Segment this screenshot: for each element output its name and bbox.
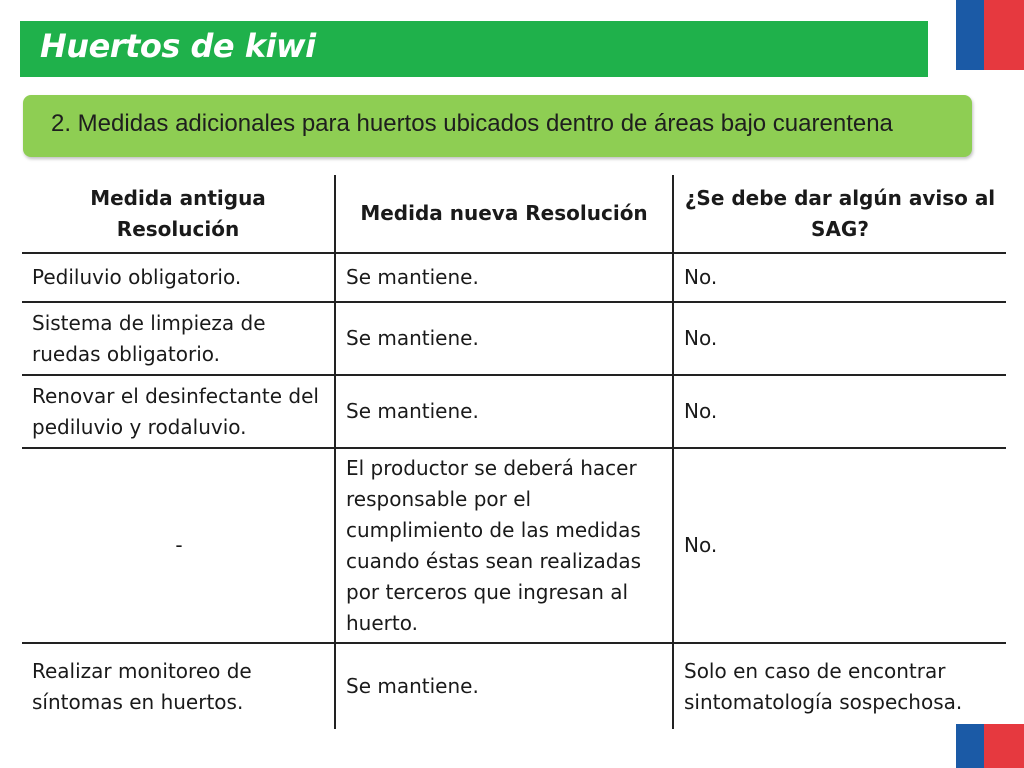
- cell-old-measure: -: [22, 448, 335, 643]
- table-row: [22, 448, 1006, 643]
- table-header-row: [22, 175, 1006, 253]
- flag-red-stripe: [984, 724, 1024, 768]
- cell-sag-notice: No.: [673, 253, 1006, 302]
- header-sag-notice: ¿Se debe dar algún aviso al SAG?: [673, 175, 1006, 253]
- cell-new-measure: Se mantiene.: [335, 253, 673, 302]
- cell-old-measure: Renovar el desinfectante del pediluvio y rodaluvio.: [22, 375, 335, 448]
- cell-sag-notice: No.: [673, 448, 1006, 643]
- subtitle-box: [23, 95, 972, 157]
- cell-old-measure: Sistema de limpieza de ruedas obligatorio.: [22, 302, 335, 375]
- table-row: [22, 643, 1006, 729]
- flag-red-stripe: [984, 0, 1024, 70]
- cell-old-measure: Realizar monitoreo de síntomas en huertos.: [22, 643, 335, 729]
- slide-title: Huertos de kiwi: [40, 27, 316, 65]
- table-row: [22, 302, 1006, 375]
- flag-decoration-bottom: [956, 724, 1024, 768]
- cell-sag-notice: No.: [673, 375, 1006, 448]
- header-old-measure: Medida antigua Resolución: [90, 185, 266, 241]
- cell-sag-notice: No.: [673, 302, 1006, 375]
- measures-table: [22, 175, 1006, 729]
- cell-new-measure: Se mantiene.: [335, 643, 673, 729]
- header-new-measure: Medida nueva Resolución: [335, 175, 673, 253]
- cell-new-measure: El productor se deberá hacer responsable por el cumplimiento de las medidas cuando éstas sean realizadas por terceros que ingresan al huerto.: [335, 448, 673, 643]
- flag-blue-stripe: [956, 724, 984, 768]
- flag-decoration-top: [956, 0, 1024, 70]
- table-row: [22, 253, 1006, 302]
- section-subtitle: 2. Medidas adicionales para huertos ubicados dentro de áreas bajo cuarentena: [51, 110, 893, 137]
- cell-new-measure: Se mantiene.: [335, 302, 673, 375]
- cell-sag-notice: Solo en caso de encontrar sintomatología sospechosa.: [673, 643, 1006, 729]
- title-bar: [20, 21, 928, 77]
- cell-new-measure: Se mantiene.: [335, 375, 673, 448]
- table-row: [22, 375, 1006, 448]
- cell-old-measure: Pediluvio obligatorio.: [22, 253, 335, 302]
- flag-blue-stripe: [956, 0, 984, 70]
